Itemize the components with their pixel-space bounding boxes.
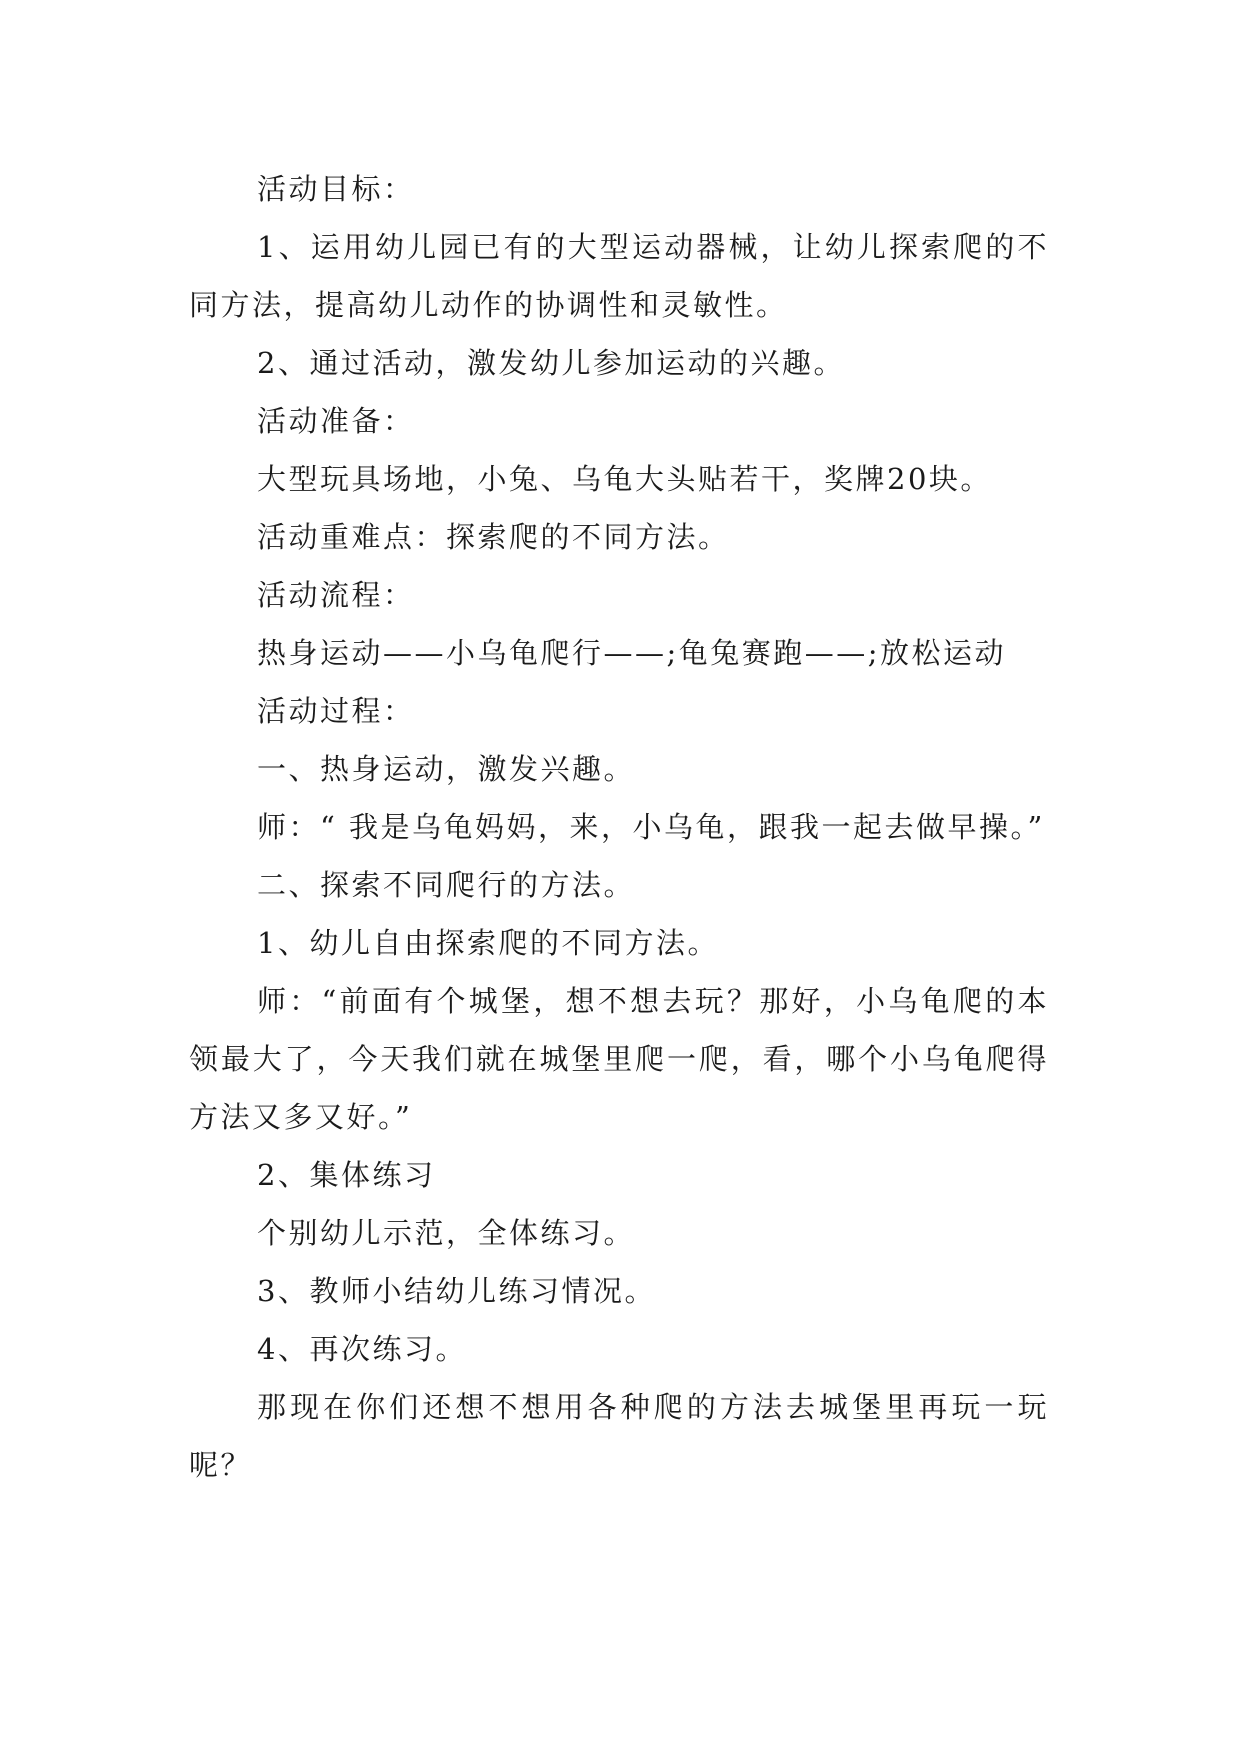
process-step-1: 一、热身运动，激发兴趣。: [257, 752, 636, 786]
substep-2-1: 1、幼儿自由探索爬的不同方法。: [257, 926, 719, 960]
goal-item-2: 2、通过活动，激发幼儿参加运动的兴趣。: [257, 346, 845, 380]
heading-activity-goals: 活动目标：: [257, 172, 415, 206]
flow-text: 热身运动——小乌龟爬行——;龟兔赛跑——;放松运动: [257, 636, 1007, 670]
substep-2-2: 2、集体练习: [257, 1158, 436, 1192]
heading-activity-process: 活动过程：: [257, 694, 415, 728]
substep-2-4: 4、再次练习。: [257, 1332, 467, 1366]
substep-2-3: 3、教师小结幼儿练习情况。: [257, 1274, 656, 1308]
key-difficulty: 活动重难点：探索爬的不同方法。: [257, 520, 730, 554]
document-page: [189, 160, 1049, 1494]
closing-question: 那现在你们还想不想用各种爬的方法去城堡里再玩一玩呢？: [189, 1390, 1049, 1482]
heading-activity-flow: 活动流程：: [257, 578, 415, 612]
goal-item-1: 1、运用幼儿园已有的大型运动器械，让幼儿探索爬的不同方法，提高幼儿动作的协调性和灵敏性。: [189, 230, 1049, 322]
process-step-2: 二、探索不同爬行的方法。: [257, 868, 636, 902]
teacher-quote-2: 师：“前面有个城堡，想不想去玩？那好，小乌龟爬的本领最大了，今天我们就在城堡里爬一爬，看，哪个小乌龟爬得方法又多又好。”: [189, 984, 1049, 1134]
preparation-text: 大型玩具场地，小兔、乌龟大头贴若干，奖牌20块。: [257, 462, 992, 496]
teacher-quote-1: 师：“ 我是乌龟妈妈，来，小乌龟，跟我一起去做早操。”: [257, 810, 1045, 844]
substep-2-2-detail: 个别幼儿示范，全体练习。: [257, 1216, 636, 1250]
heading-activity-preparation: 活动准备：: [257, 404, 415, 438]
